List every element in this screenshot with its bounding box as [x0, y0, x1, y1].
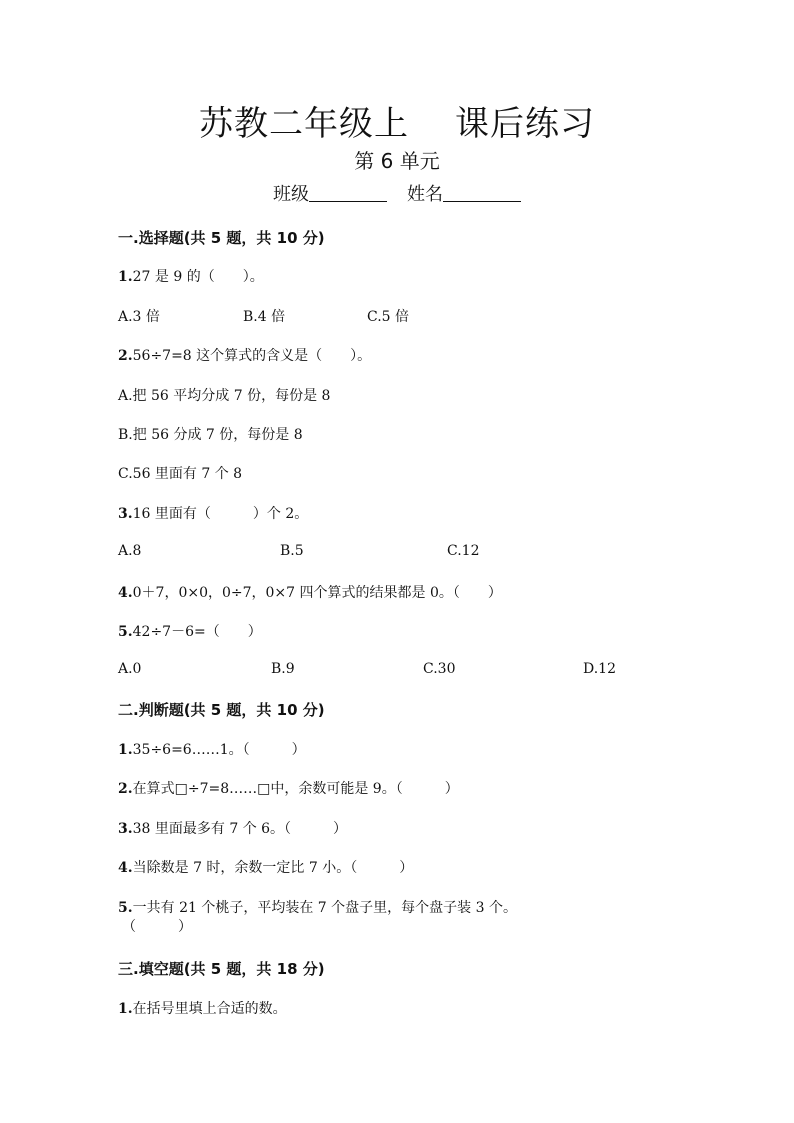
question: 3.16 里面有（ ）个 2。 [118, 506, 309, 522]
name-blank [443, 183, 521, 202]
class-blank [309, 183, 387, 202]
answer-bracket: （ ） [122, 919, 192, 935]
worksheet-subtitle: 第 6 单元 [354, 149, 440, 173]
question: 2.56÷7=8 这个算式的含义是（ ）。 [118, 348, 372, 364]
title-right: 课后练习 [455, 104, 595, 144]
worksheet-title [0, 96, 794, 145]
option: B.9 [271, 661, 295, 677]
option: C.56 里面有 7 个 8 [118, 466, 243, 482]
name-label: 姓名 [407, 184, 443, 205]
option: A.3 倍 [118, 309, 160, 325]
title-left: 苏教二年级上 [199, 104, 409, 144]
option: A.0 [118, 661, 142, 677]
question: 4.当除数是 7 时，余数一定比 7 小。（ ） [118, 860, 414, 876]
option: C.5 倍 [367, 309, 410, 325]
option: C.12 [447, 543, 480, 559]
option: D.12 [583, 661, 616, 677]
option: A.8 [118, 543, 142, 559]
question: 2.在算式□÷7=8……□中，余数可能是 9。（ ） [118, 781, 459, 797]
question: 3.38 里面最多有 7 个 6。（ ） [118, 821, 348, 837]
class-name-line [0, 180, 794, 206]
section-heading: 一.选择题(共 5 题，共 10 分) [118, 229, 325, 247]
option: A.把 56 平均分成 7 份，每份是 8 [118, 388, 331, 404]
question: 1.在括号里填上合适的数。 [118, 1001, 287, 1017]
question: 5.42÷7－6=（ ） [118, 624, 262, 640]
question: 1.35÷6=6……1。（ ） [118, 742, 306, 758]
option: C.30 [423, 661, 456, 677]
question: 5.一共有 21 个桃子，平均装在 7 个盘子里，每个盘子装 3 个。 [118, 900, 517, 916]
question: 1.27 是 9 的（ ）。 [118, 269, 264, 285]
class-label: 班级 [273, 184, 309, 205]
option: B.把 56 分成 7 份，每份是 8 [118, 427, 303, 443]
question: 4.0＋7，0×0，0÷7，0×7 四个算式的结果都是 0。（ ） [118, 585, 502, 601]
section-heading: 二.判断题(共 5 题，共 10 分) [118, 701, 325, 719]
section-heading: 三.填空题(共 5 题，共 18 分) [118, 960, 325, 978]
option: B.5 [280, 543, 304, 559]
option: B.4 倍 [243, 309, 286, 325]
